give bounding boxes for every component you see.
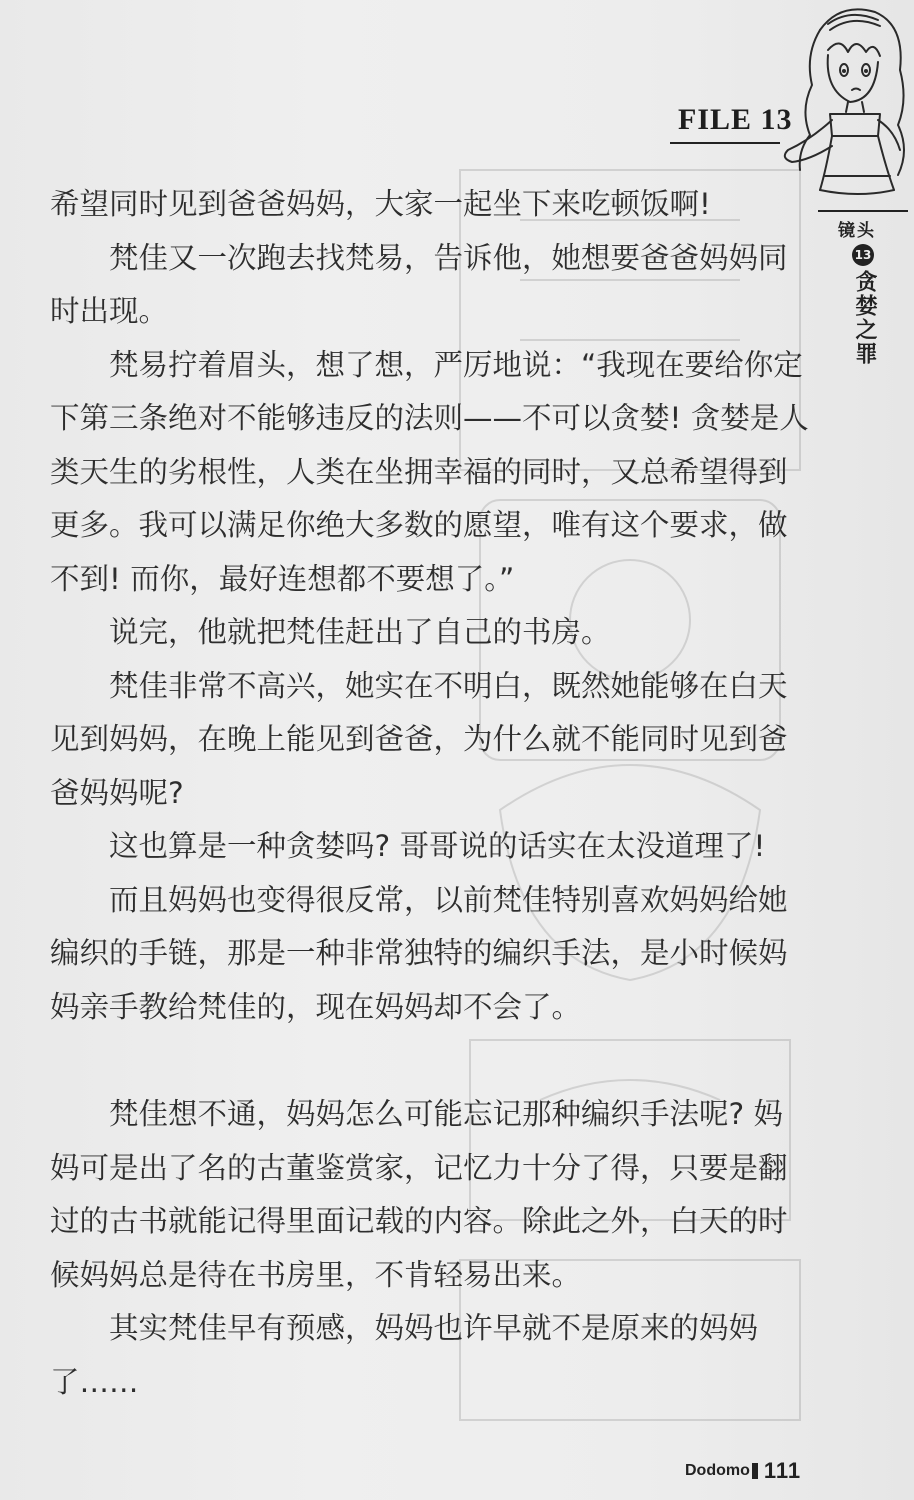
footer-mark-icon: [752, 1463, 758, 1479]
paragraph: 其实梵佳早有预感，妈妈也许早就不是原来的妈妈了……: [50, 1311, 759, 1399]
chapter-number-badge: 13: [852, 244, 874, 266]
file-label: FILE 13: [678, 103, 793, 136]
page-number: 111: [763, 1458, 802, 1483]
chapter-title: 贪婪之罪: [852, 270, 877, 366]
footer-brand: Dodomo: [685, 1462, 750, 1479]
paragraph: 说完，他就把梵佳赶出了自己的书房。: [109, 615, 611, 649]
side-divider: [818, 210, 908, 212]
paragraph: 希望同时见到爸爸妈妈，大家一起坐下来吃顿饭啊!: [50, 187, 711, 221]
girl-illustration-icon: [770, 0, 914, 200]
paragraph: 梵佳非常不高兴，她实在不明白，既然她能够在白天见到妈妈，在晚上能见到爸爸，为什么就不能同时见到爸爸妈妈呢?: [50, 668, 788, 810]
paragraph: 而且妈妈也变得很反常，以前梵佳特别喜欢妈妈给她编织的手链，那是一种非常独特的编织手法，是小时候妈妈亲手教给梵佳的，现在妈妈却不会了。: [50, 882, 788, 1024]
header-divider: [670, 142, 780, 144]
page-footer: [685, 1456, 801, 1486]
book-title: 镜头: [838, 221, 876, 241]
paragraph: 梵佳又一次跑去找梵易，告诉他，她想要爸爸妈妈同时出现。: [50, 240, 788, 328]
paragraph: 这也算是一种贪婪吗? 哥哥说的话实在太没道理了!: [109, 829, 766, 863]
section-break: [50, 1034, 810, 1088]
paragraph: 梵佳想不通，妈妈怎么可能忘记那种编织手法呢? 妈妈可是出了名的古董鉴赏家，记忆力十分了得，只要是翻过的古书就能记得里面记载的内容。除此之外，白天的时候妈妈总是待在书房里，不肯轻易出来。: [50, 1097, 788, 1292]
body-text: [50, 178, 810, 1409]
paragraph: 梵易拧着眉头，想了想，严厉地说：“我现在要给你定下第三条绝对不能够违反的法则——不可以贪婪! 贪婪是人类天生的劣根性，人类在坐拥幸福的同时，又总希望得到更多。我可以满足你绝大多数的愿望，唯有这个要求，做不到! 而你，最好连想都不要想了。”: [50, 347, 809, 596]
